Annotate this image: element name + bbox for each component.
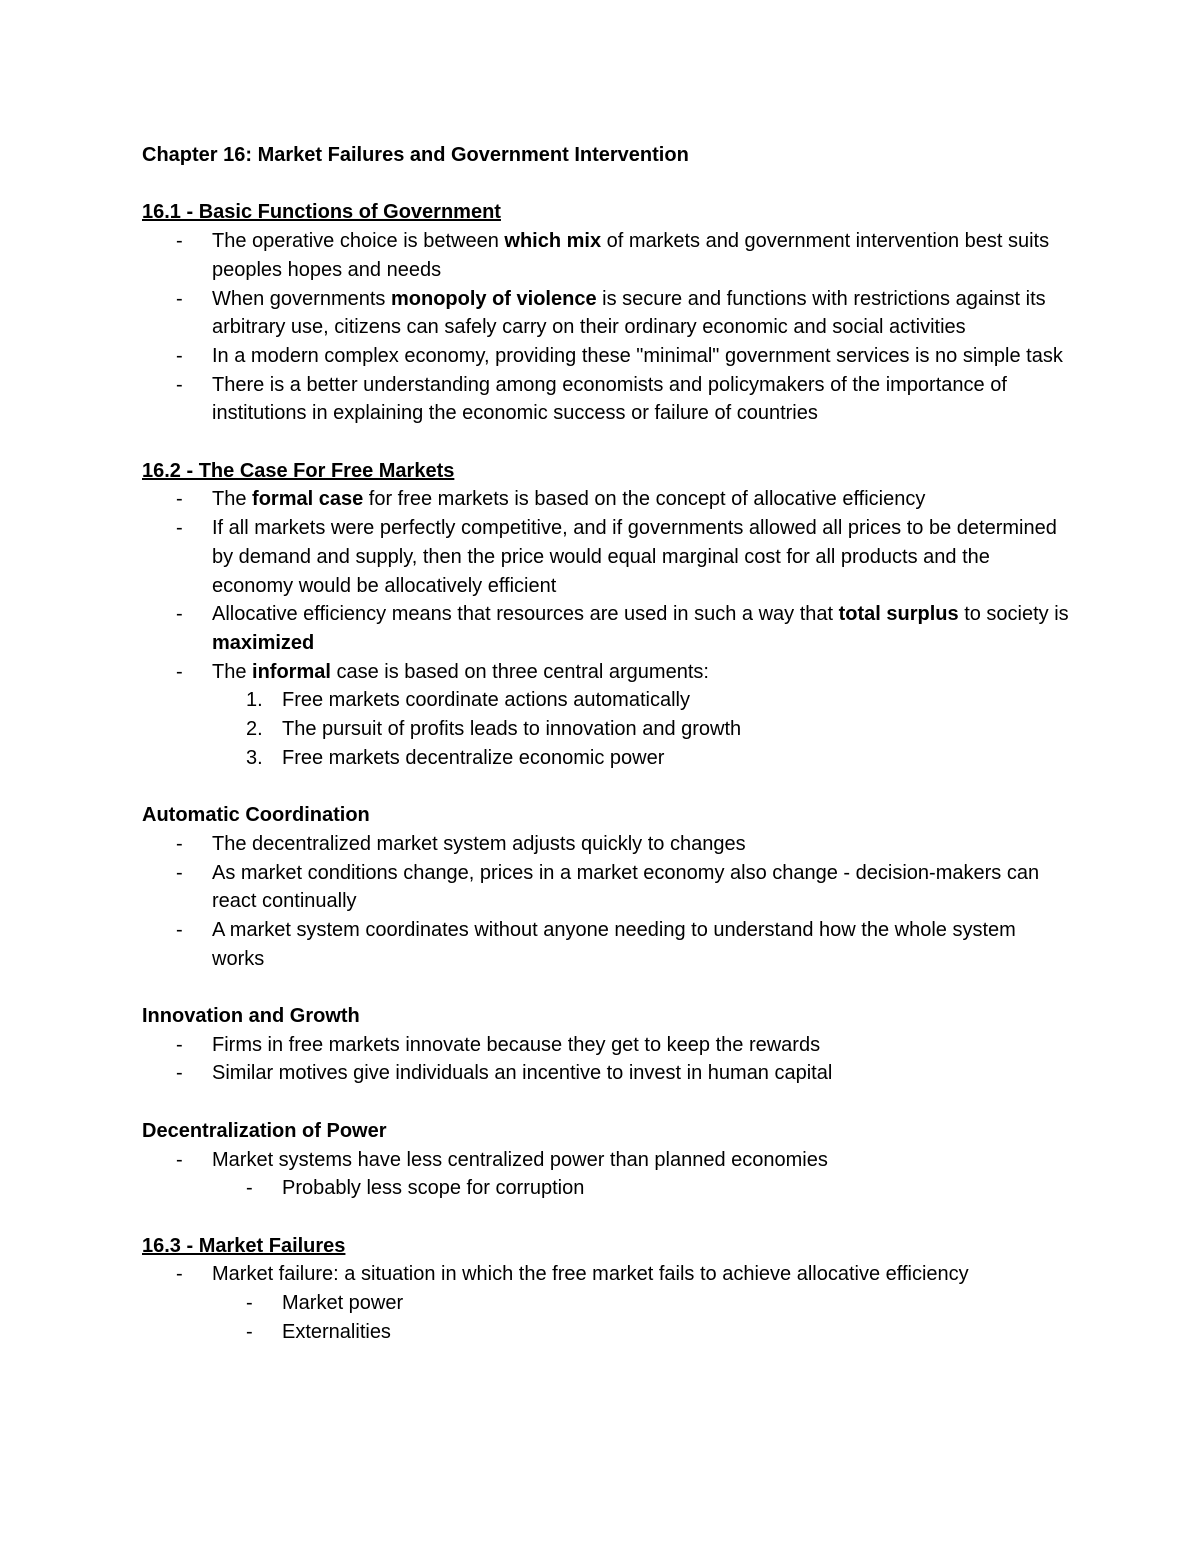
section-16-3-list: [142, 1260, 1100, 1289]
numbered-list-item: 2. The pursuit of profits leads to innovation and growth: [246, 718, 742, 741]
innovation-list: [142, 1031, 1100, 1088]
decentralization-sublist: [142, 1174, 1100, 1203]
list-item: - There is a better understanding among economists and policymakers of the importance of institutions in explaining the economic success or failure of countries: [142, 371, 1072, 428]
list-item: - If all markets were perfectly competitive, and if governments allowed all prices to be determined by demand and supply, then the price would equal marginal cost for all products and the economy would be allocatively efficient: [142, 514, 1072, 600]
section-heading-16-2: 16.2 - The Case For Free Markets: [142, 459, 455, 482]
list-item: - The decentralized market system adjusts quickly to changes: [142, 830, 1072, 859]
list-item: - Market systems have less centralized power than planned economies: [142, 1146, 1072, 1175]
list-item: - In a modern complex economy, providing these "minimal" government services is no simple task: [142, 342, 1072, 371]
list-item: - The formal case for free markets is based on the concept of allocative efficiency: [142, 485, 1072, 514]
spacer: [142, 772, 1100, 801]
list-item: - Market failure: a situation in which the free market fails to achieve allocative efficiency: [142, 1260, 1072, 1289]
numbered-list-item: 3. Free markets decentralize economic power: [246, 746, 665, 769]
decentralization-list: [142, 1146, 1100, 1175]
subheading-innovation-growth: Innovation and Growth: [142, 1005, 360, 1028]
list-item: - Allocative efficiency means that resources are used in such a way that total surplus to society is maximized: [142, 600, 1072, 657]
section-heading-16-3: 16.3 - Market Failures: [142, 1234, 346, 1257]
spacer: [142, 428, 1100, 457]
coordination-list: [142, 830, 1100, 974]
subheading-automatic-coordination: Automatic Coordination: [142, 804, 370, 827]
informal-case-arguments-list: [142, 686, 1100, 772]
document-title: Chapter 16: Market Failures and Government Intervention: [142, 144, 689, 166]
numbered-list-item: 1. Free markets coordinate actions automatically: [246, 689, 690, 712]
list-item: - Firms in free markets innovate because they get to keep the rewards: [142, 1031, 1072, 1060]
spacer: [142, 973, 1100, 1002]
list-item: - When governments monopoly of violence is secure and functions with restrictions against its arbitrary use, citizens can safely carry on their ordinary economic and social activities: [142, 285, 1072, 342]
section-16-1-list: [142, 227, 1100, 428]
section-heading-16-1: 16.1 - Basic Functions of Government: [142, 201, 501, 224]
spacer: [142, 170, 1100, 199]
list-item: - As market conditions change, prices in a market economy also change - decision-makers can react continually: [142, 859, 1072, 916]
subheading-decentralization-power: Decentralization of Power: [142, 1119, 387, 1142]
list-item: - Similar motives give individuals an incentive to invest in human capital: [142, 1059, 1072, 1088]
market-failure-sublist: [142, 1289, 1100, 1346]
sub-list-item: - Externalities: [142, 1318, 1100, 1347]
sub-list-item: - Probably less scope for corruption: [142, 1174, 1100, 1203]
spacer: [142, 1088, 1100, 1117]
section-16-2-list: [142, 485, 1100, 686]
list-item: - The informal case is based on three central arguments:: [142, 658, 1072, 687]
spacer: [142, 1203, 1100, 1232]
list-item: - The operative choice is between which mix of markets and government intervention best suits peoples hopes and needs: [142, 227, 1072, 284]
list-item: - A market system coordinates without anyone needing to understand how the whole system works: [142, 916, 1072, 973]
sub-list-item: - Market power: [142, 1289, 1100, 1318]
